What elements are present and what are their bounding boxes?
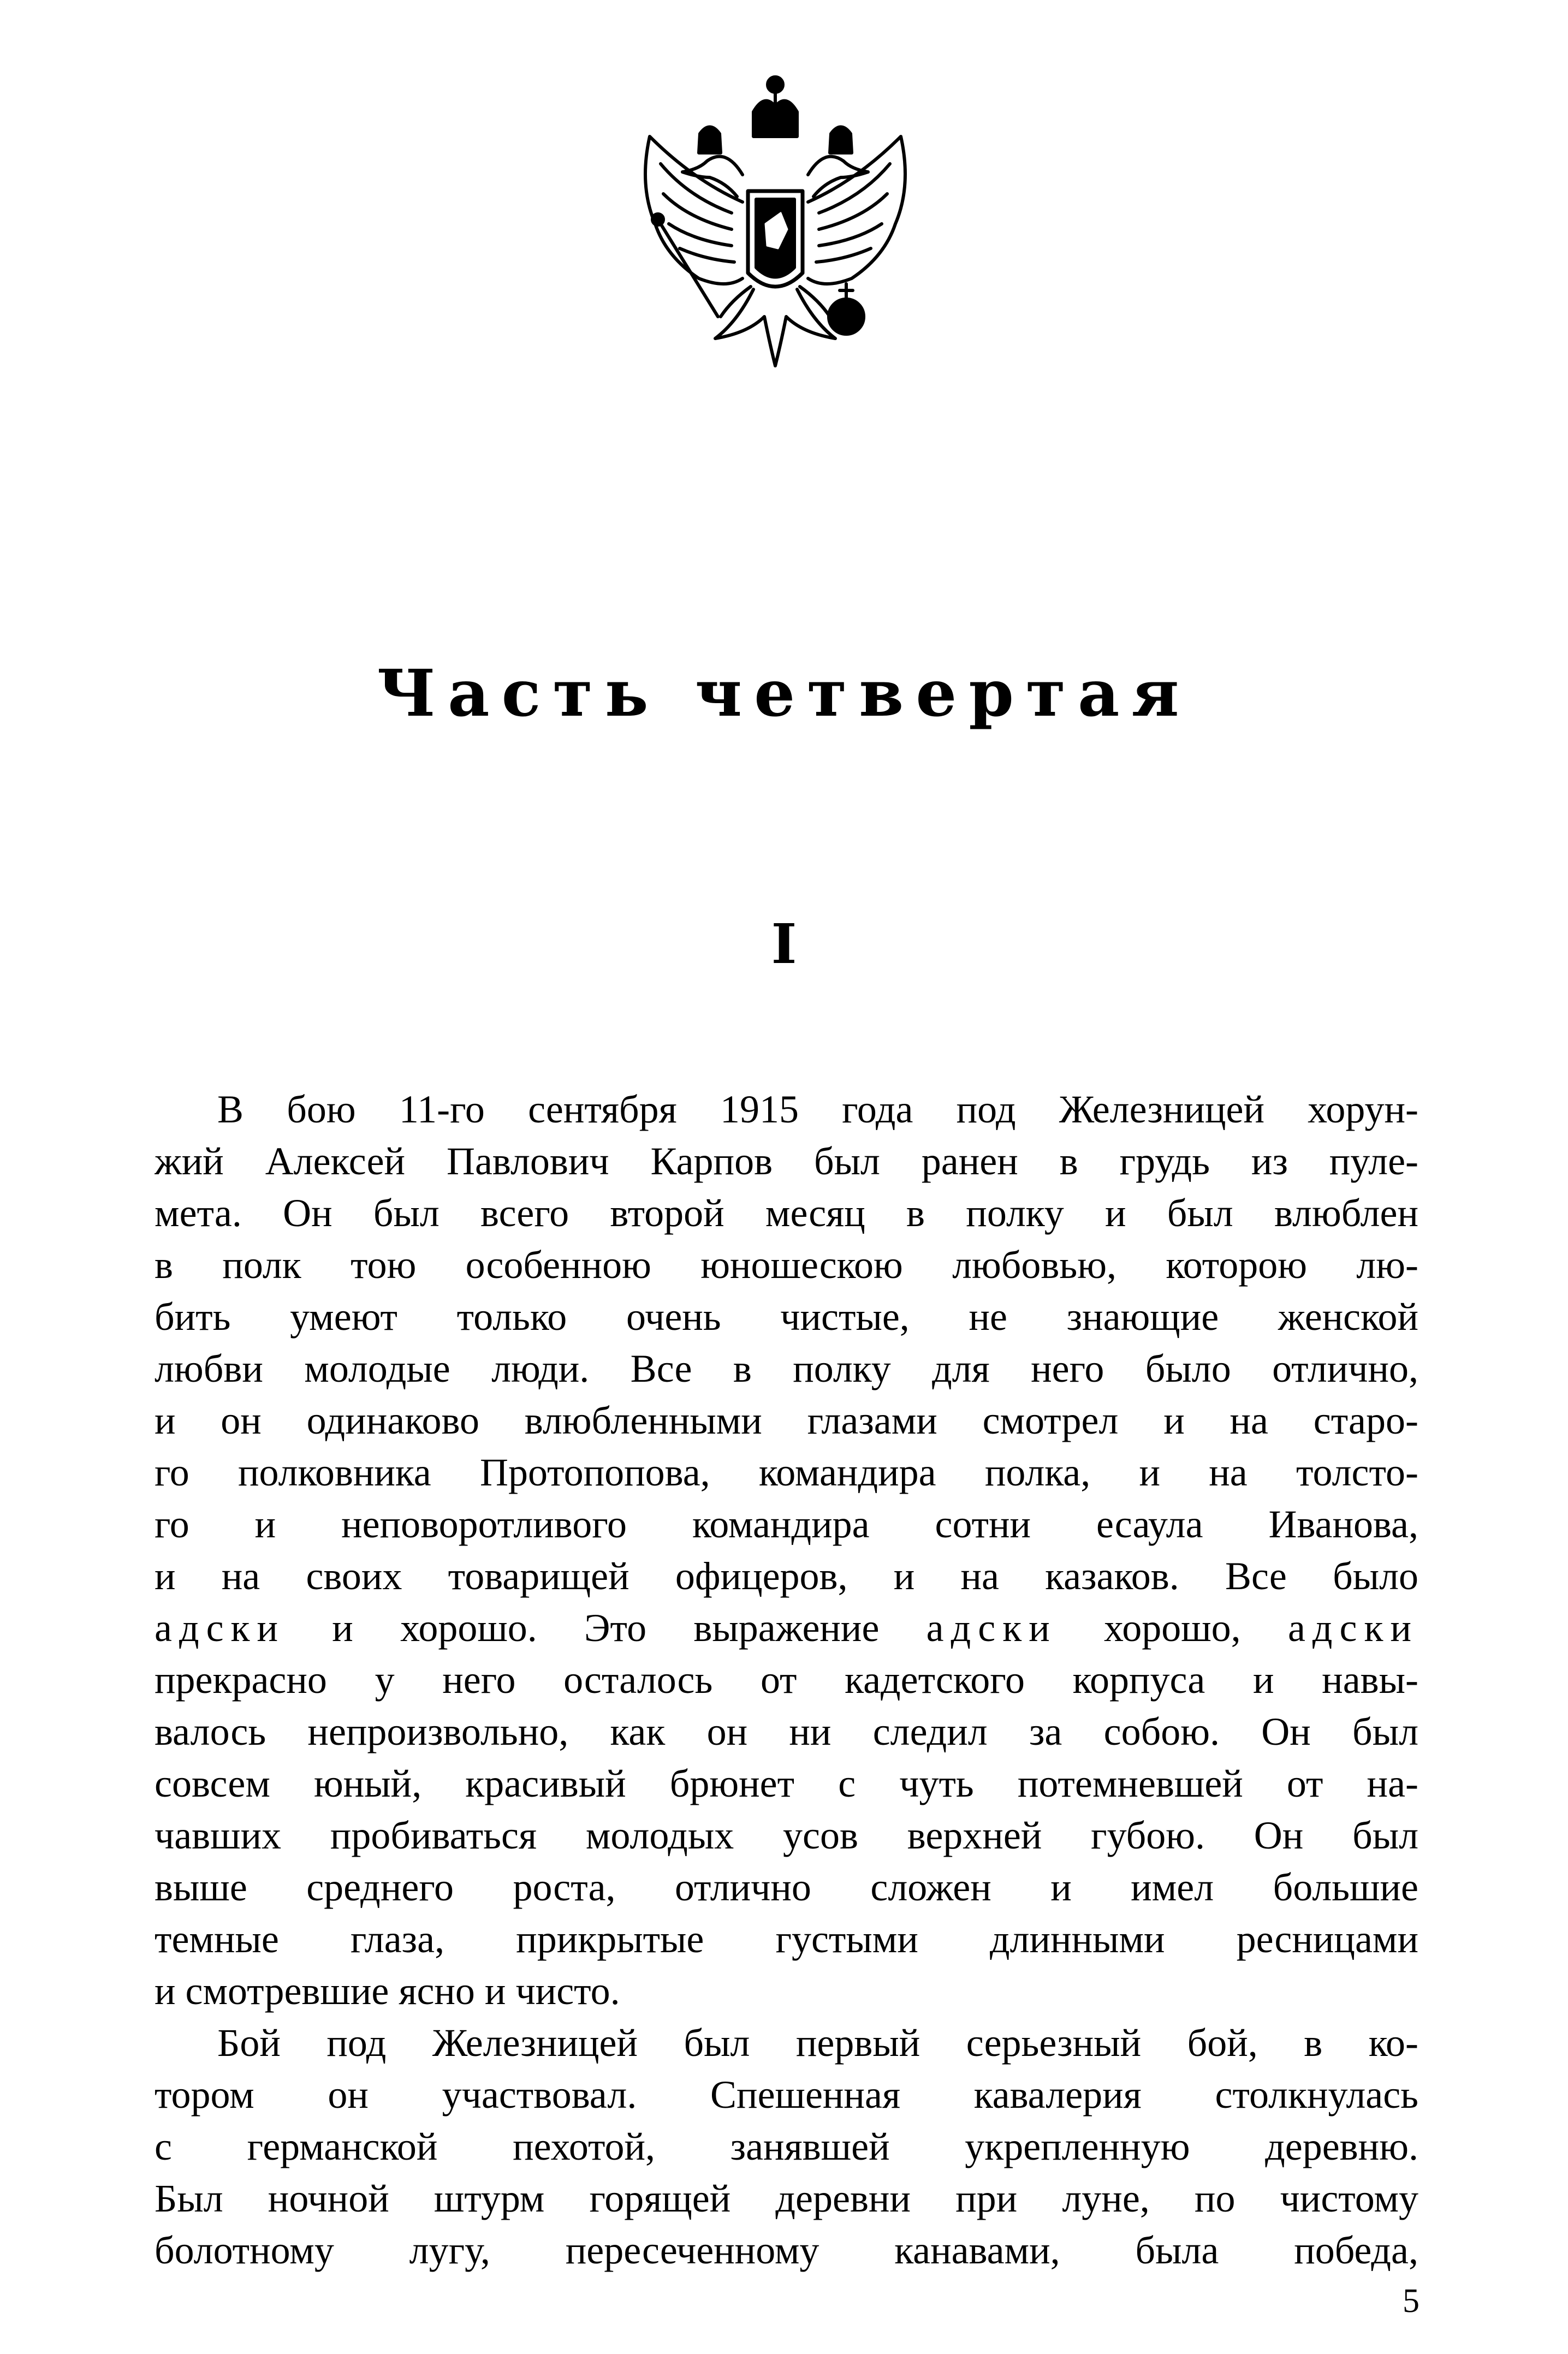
text-line: валось непроизвольно, как он ни следил за собою. Он был	[155, 1710, 1418, 1753]
text-line: совсем юный, красивый брюнет с чуть потемневшей от на-	[155, 1762, 1418, 1805]
text-fragment: и хорошо. Это выражение	[285, 1606, 926, 1650]
text-fragment: хорошо,	[1056, 1606, 1288, 1650]
double-headed-eagle-icon	[617, 60, 934, 393]
page-number: 5	[1403, 2282, 1419, 2320]
text-line: выше среднего роста, отлично сложен и имел большие	[155, 1865, 1418, 1909]
text-line: любви молодые люди. Все в полку для него было отлично,	[155, 1347, 1418, 1390]
text-line: жий Алексей Павлович Карпов был ранен в грудь из пуле-	[155, 1139, 1418, 1183]
text-line: Был ночной штурм горящей деревни при луне, по чистому	[155, 2177, 1418, 2220]
emphasized-word: адски	[1287, 1606, 1418, 1650]
emphasized-word: адски	[926, 1606, 1057, 1650]
text-line: бить умеют только очень чистые, не знающие женской	[155, 1295, 1418, 1339]
text-line	[155, 1602, 1418, 1654]
text-line: и он одинаково влюбленными глазами смотрел и на старо-	[155, 1399, 1418, 1442]
text-line: го и неповоротливого командира сотни есаула Иванова,	[155, 1502, 1418, 1546]
body-text	[155, 1084, 1418, 2276]
text-line: прекрасно у него осталось от кадетского корпуса и навы-	[155, 1658, 1418, 1702]
text-line: и на своих товарищей офицеров, и на казаков. Все было	[155, 1554, 1418, 1598]
part-title: Часть четвертая	[377, 655, 1191, 731]
text-line: болотному лугу, пересеченному канавами, была победа,	[155, 2228, 1418, 2272]
text-line: темные глаза, прикрытые густыми длинными ресницами	[155, 1917, 1418, 1961]
text-line: чавших пробиваться молодых усов верхней губою. Он был	[155, 1814, 1418, 1857]
text-line: в полк тою особенною юношескою любовью, которою лю-	[155, 1243, 1418, 1287]
text-line: с германской пехотой, занявшей укрепленную деревню.	[155, 2125, 1418, 2168]
text-line: тором он участвовал. Спешенная кавалерия столкнулась	[155, 2073, 1418, 2117]
text-line: Бой под Железницей был первый серьезный бой, в ко-	[217, 2021, 1418, 2065]
chapter-number: I	[771, 912, 797, 976]
text-line: го полковника Протопопова, командира полка, и на толсто-	[155, 1451, 1418, 1494]
emphasized-word: адски	[155, 1606, 286, 1650]
text-line: мета. Он был всего второй месяц в полку и был влюблен	[155, 1191, 1418, 1235]
text-line: В бою 11-го сентября 1915 года под Железницей хорун-	[217, 1087, 1418, 1131]
coat-of-arms-emblem	[617, 60, 934, 393]
text-line: и смотревшие ясно и чисто.	[155, 1969, 620, 2013]
